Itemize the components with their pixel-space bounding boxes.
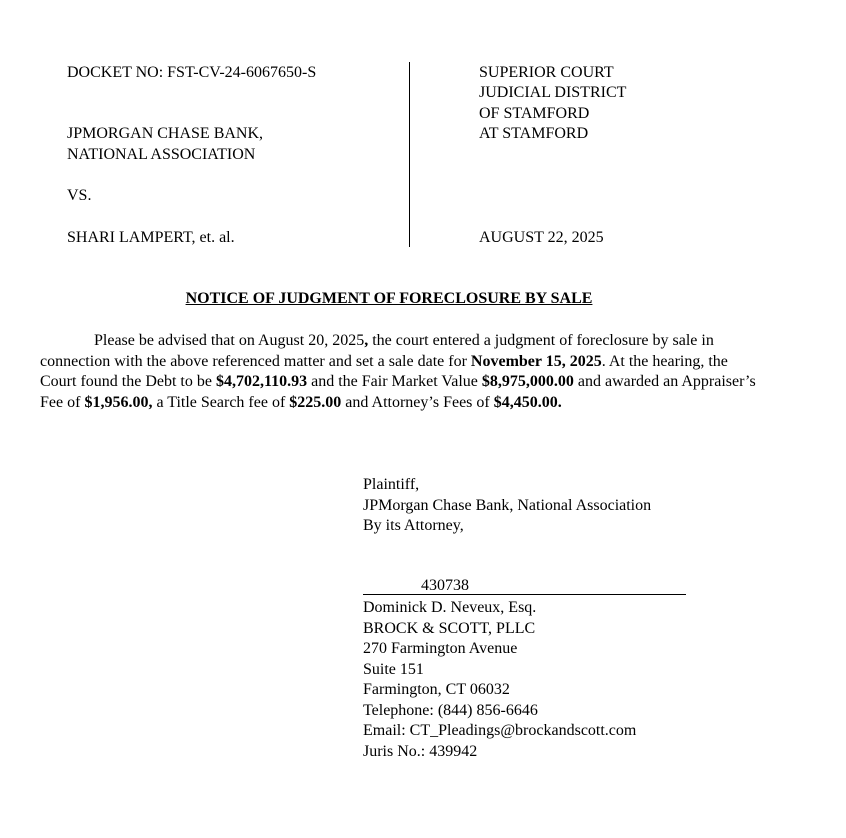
body-text: Please be advised that on August 20, 2025: [94, 332, 365, 349]
body-text: . At the hearing, the Court found the Debt to be: [40, 352, 728, 390]
law-firm: BROCK & SCOTT, PLLC: [363, 619, 536, 637]
sale-date: November 15, 2025: [470, 352, 602, 370]
signature-line: Plaintiff,: [363, 476, 420, 493]
email: Email: CT_Pleadings@brockandscott.com: [363, 722, 637, 739]
signature-header: [363, 475, 651, 537]
attorney-fees: $4,450.00.: [493, 393, 562, 411]
address-suite: Suite 151: [363, 660, 424, 678]
court-line: SUPERIOR COURT: [479, 64, 614, 81]
telephone: Telephone: (844) 856-6646: [363, 701, 538, 719]
body-text: and awarded an Appraiser’s Fee of: [40, 373, 756, 411]
caption-divider: [409, 62, 410, 247]
debt-amount: $4,702,110.93: [215, 373, 308, 390]
body-text: and Attorney’s Fees of: [341, 393, 494, 411]
defendant-name: SHARI LAMPERT, et. al.: [67, 229, 235, 246]
title-search-fee: $225.00: [289, 393, 342, 411]
body-text: ,: [364, 332, 369, 349]
fair-market-value: $8,975,000.00: [481, 373, 574, 390]
notice-title: NOTICE OF JUDGMENT OF FORECLOSURE BY SALE: [185, 290, 593, 307]
plaintiff-name-line2: NATIONAL ASSOCIATION: [67, 146, 256, 163]
body-text: a Title Search fee of: [152, 393, 290, 411]
court-line: AT STAMFORD: [479, 125, 589, 142]
address-street: 270 Farmington Avenue: [363, 640, 518, 657]
court-line: OF STAMFORD: [479, 105, 590, 122]
court-line: JUDICIAL DISTRICT: [479, 84, 627, 101]
appraiser-fee: $1,956.00,: [84, 393, 153, 411]
body-text: and the Fair Market Value: [307, 373, 482, 390]
notice-body: [40, 331, 760, 413]
attorney-name: Dominick D. Neveux, Esq.: [363, 599, 537, 616]
body-text: the court entered a judgment of foreclosure by sale in connection with the above referenced matter and set a sale date for: [40, 332, 714, 370]
plaintiff-name-line1: JPMORGAN CHASE BANK,: [67, 125, 264, 142]
attorney-details: [363, 598, 636, 762]
juris-number: Juris No.: 439942: [363, 742, 478, 760]
signature-number: 430738: [421, 577, 469, 594]
versus-label: VS.: [67, 187, 92, 204]
docket-number: DOCKET NO: FST-CV-24-6067650-S: [67, 64, 317, 81]
signature-line: By its Attorney,: [363, 517, 464, 534]
document-date: AUGUST 22, 2025: [479, 229, 604, 246]
signature-line: JPMorgan Chase Bank, National Association: [363, 496, 652, 514]
address-city: Farmington, CT 06032: [363, 681, 510, 698]
signature-rule: [363, 594, 686, 595]
